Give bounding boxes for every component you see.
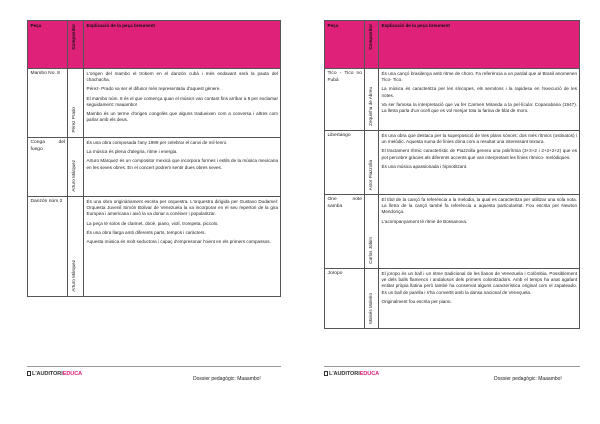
piece-name (325, 69, 365, 131)
composer-cell (68, 69, 84, 138)
explanation-cell (379, 131, 580, 195)
logo-text-main: L'AUDITORI (329, 371, 360, 377)
composer-cell (365, 195, 379, 269)
composer-name: Carlos Jobim (368, 237, 373, 264)
composer-name: Astor Piazzolla (368, 159, 373, 190)
explanation-paragraph: És una obra composada l'any 1999 per celebrar el canvi de mil·lenni. (86, 140, 228, 145)
piece-name (325, 195, 365, 269)
explanation-paragraph: La peça té solos de clarinet, oboè, piano, violí, trompeta, piccolo. (86, 220, 219, 226)
piece-name (28, 138, 68, 197)
logo-text-main: L'AUDITORI (32, 371, 63, 377)
explanation-paragraph: La música és caracteritza per les síncopes, els semitons i la rapidesa en l'execució de les notes. (381, 86, 577, 98)
composer-cell (365, 269, 379, 329)
composer-cell (68, 197, 84, 297)
explanation-paragraph: El títol de la cançó fa referència a la melodia, la qual es caracteritza per utilitzar una sola nota. La lletra de la cançó també fa referència a aquesta particularitat. Fou escrita per Newton Mendonça. (381, 197, 577, 215)
explanation-cell (379, 69, 580, 131)
explanation-paragraph: És una música apassionada i hipnotitzant. (381, 163, 468, 169)
auditori-logo (27, 371, 82, 377)
explanation-paragraph: Arturo Márquez és un compositor mexicà que incorpora formes i estils de la música mexicana en les seves obres. En el concert podrem sentir dues obres seves. (86, 158, 278, 170)
piece-name-text: Conga del fuego (30, 140, 65, 152)
explanation-paragraph: La música és plena d'alegria, ritme i energia. (86, 149, 178, 155)
pieces-table-left (27, 20, 281, 297)
explanation-paragraph: El mambo núm. 8 és el que comença quan el músics van contant fins arribar a 8 per exclamar seguidament: maaambo! (86, 95, 278, 107)
explanation-paragraph: Originalment fou escrita per piano. (381, 298, 452, 304)
explanation-paragraph: L'acompanyament té ritme de Bossanova. (381, 218, 468, 224)
explanation-paragraph: El joropo és un ball i un ritme tradicional de les llanos de Venezuela i Colòmbia. Possiblement ve dels balls flamencs i andalusos dels primers colonitzadors. Amb el temps ha anat agafant entitat pròpia llatina però també ha conservat alguns característica original com el zapateado. Es un ball de parella i s'ha convertit amb la dansa nacional de Veneçuela. (381, 271, 577, 295)
table-row (28, 138, 281, 197)
footer-divider (27, 366, 281, 367)
explanation-cell (84, 69, 281, 138)
header-composer (68, 21, 84, 69)
explanation-paragraph: És una obra que destaca per la superposició de tres plans sonors: dos més rítmics (ostinatos) i un melòdic. Aquesta suma de línies dóna com a resultat una interessant textura. (381, 133, 577, 145)
dossier-title: Dossier pedagògic: Maaambo! (193, 376, 261, 382)
table-row (28, 197, 281, 297)
piece-name: Danzón núm 2 (28, 197, 68, 297)
explanation-paragraph: És una cançó brasilenya amb ritme de choro. Fa referència a un pardal que al Brasil anomenen Tico- Tico. (381, 71, 577, 83)
piece-name-text: One note samba (327, 197, 362, 209)
header-composer (365, 21, 379, 69)
explanation-cell (84, 138, 281, 197)
table-header (28, 21, 281, 69)
dossier-title: Dossier pedagògic: Maaambo! (494, 376, 562, 382)
piece-name: Libertango (325, 131, 365, 195)
piece-name: Joropo (325, 269, 365, 329)
auditori-logo (324, 371, 379, 377)
composer-cell (365, 69, 379, 131)
header-explanation: Explicació de la peça breument (379, 21, 580, 69)
logo-mark-icon (27, 371, 31, 376)
composer-cell (68, 138, 84, 197)
header-piece: Peça (325, 21, 365, 69)
header-explanation: Explicació de la peça breument (84, 21, 281, 69)
composer-cell (365, 131, 379, 195)
piece-name: Mambo No. 8 (28, 69, 68, 138)
table-row (325, 131, 580, 195)
table-header (325, 21, 580, 69)
explanation-paragraph: El tractament rítmic característic de Piazzolla genera una polirítmia (3+3+2 i 2+2+2+2) que es pot percebre gràcies als diferents accents que van interpretant les línies rítmico- melòdiques. (381, 148, 577, 160)
composer-name: Pérez Prado (71, 107, 76, 133)
explanation-paragraph: L'origen del mambo el trobem en el danzón cubà i més endavant serà la pauta del chachacha. (86, 71, 278, 83)
explanation-paragraph: Va ser famosa la interpretació que va fer Carmen Miranda a la pel·lícula: Copacabana (1947). La lletra parla d'un ocell que es vol menjar tota la farina de blat de moro. (381, 101, 577, 113)
table-row (325, 195, 580, 269)
composer-name: Arturo Márquez (71, 160, 76, 192)
piece-name-text: Tico - Tico no Fubá (327, 71, 362, 83)
table-row (325, 69, 580, 131)
header-composer-label: Compositor (368, 24, 373, 50)
explanation-cell (379, 195, 580, 269)
explanation-paragraph: Mambo és un terme d'origen congolès que alguns tradueixen com a conversa i altres com parlar amb els deus. (86, 110, 278, 123)
right-page (300, 0, 600, 424)
header-piece: Peça (28, 21, 68, 69)
pieces-table-right (324, 20, 580, 329)
explanation-paragraph: Aquesta música és molt seductora i capaç d'empresonar l'oient en els primers compassos. (86, 238, 271, 244)
composer-name: Arturo Márquez (71, 260, 76, 292)
explanation-cell (379, 269, 580, 329)
explanation-paragraph: És una obra llarga amb diferents parts, tempos i caràcters. (86, 229, 206, 235)
footer-divider (324, 366, 580, 367)
explanation-paragraph: És una obra originàriament escrita per orquestra. L'orquestra dirigida per Gustavo Dudamel: Orquesta Juvenil Simón Bolivar de Venezuela la va incorporar en el seu repertori de la gira Europea i americana i això la va donar a conèixer i popularitzar. (86, 199, 278, 217)
header-composer-label: Compositor (71, 24, 76, 50)
composer-name: Moisés Moleiro (368, 293, 373, 324)
table-row (28, 69, 281, 138)
composer-name: Zequinha de Abreu (368, 87, 373, 126)
logo-text-accent: EDUCA (359, 371, 380, 377)
logo-mark-icon (324, 371, 328, 376)
table-row (325, 269, 580, 329)
explanation-cell (84, 197, 281, 297)
logo-text-accent: EDUCA (62, 371, 83, 377)
explanation-paragraph: Pérez- Prado va ser el difusor més representatiu d'aquest gènere. (86, 86, 221, 92)
